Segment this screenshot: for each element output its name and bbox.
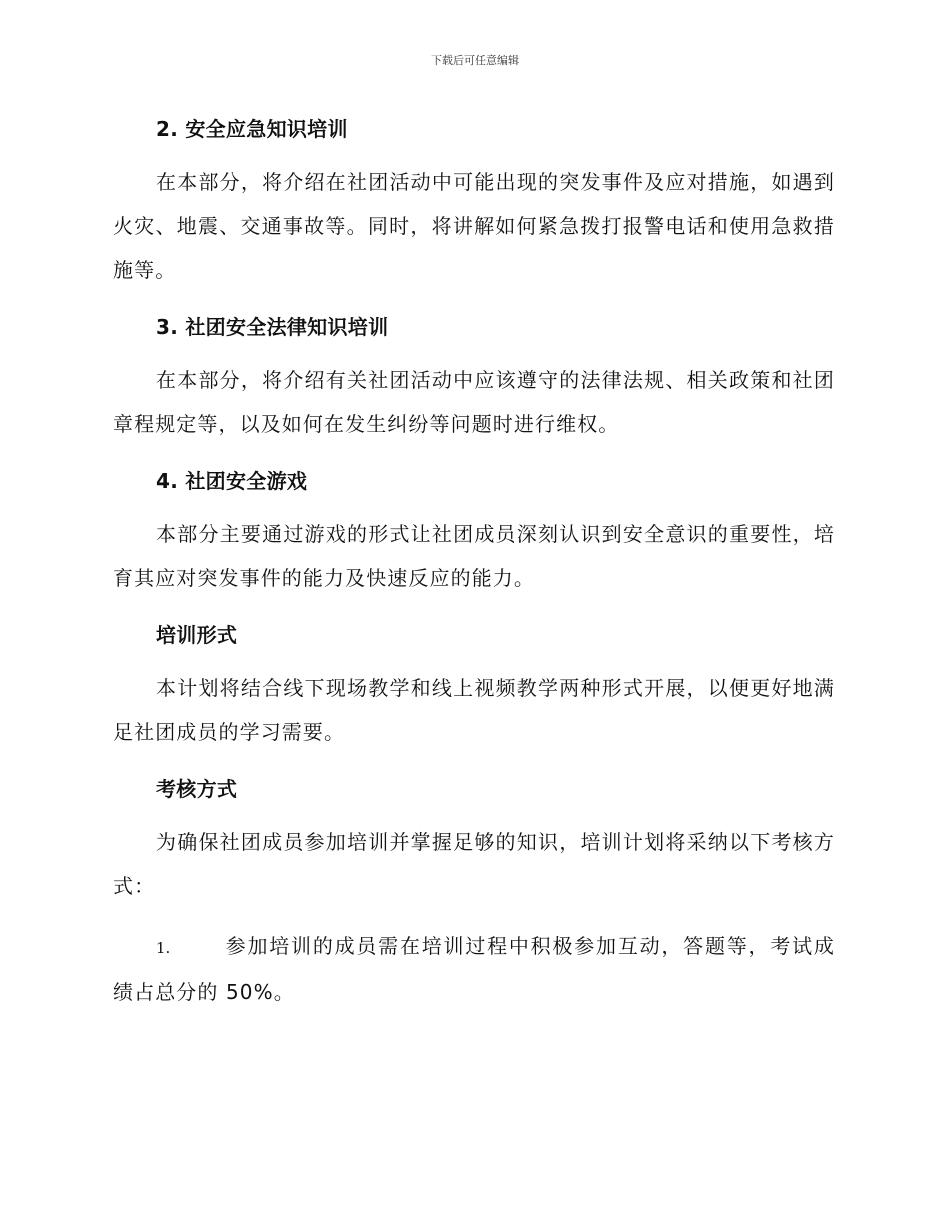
section-paragraph: 本计划将结合线下现场教学和线上视频教学两种形式开展，以便更好地满足社团成员的学习需要。 bbox=[113, 676, 835, 744]
list-item-number: 1. bbox=[156, 939, 171, 957]
section-heading: 培训形式 bbox=[156, 623, 238, 647]
section-paragraph: 在本部分，将介绍有关社团活动中应该遵守的法律法规、相关政策和社团章程规定等，以及如何在发生纠纷等问题时进行维权。 bbox=[113, 368, 835, 436]
section-assessment bbox=[113, 772, 835, 908]
section-heading: 考核方式 bbox=[156, 777, 238, 801]
section-paragraph: 本部分主要通过游戏的形式让社团成员深刻认识到安全意识的重要性，培育其应对突发事件的能力及快速反应的能力。 bbox=[113, 522, 835, 590]
list-item bbox=[113, 924, 835, 1014]
section-paragraph: 在本部分，将介绍在社团活动中可能出现的突发事件及应对措施，如遇到火灾、地震、交通事故等。同时，将讲解如何紧急拨打报警电话和使用急救措施等。 bbox=[113, 170, 835, 282]
assessment-list bbox=[113, 924, 835, 1014]
section-heading: 2. 安全应急知识培训 bbox=[156, 117, 348, 141]
list-item-text: 参加培训的成员需在培训过程中积极参加互动，答题等，考试成绩占总分的 50%。 bbox=[113, 934, 835, 1004]
section-safety-games bbox=[113, 464, 835, 600]
section-emergency-training bbox=[113, 112, 835, 292]
section-heading: 4. 社团安全游戏 bbox=[156, 469, 308, 493]
section-legal-training bbox=[113, 310, 835, 446]
section-heading: 3. 社团安全法律知识培训 bbox=[156, 315, 389, 339]
section-training-format bbox=[113, 618, 835, 754]
document-body bbox=[113, 112, 835, 1014]
header-note: 下载后可任意编辑 bbox=[431, 54, 519, 67]
section-paragraph: 为确保社团成员参加培训并掌握足够的知识，培训计划将采纳以下考核方式： bbox=[113, 830, 835, 898]
